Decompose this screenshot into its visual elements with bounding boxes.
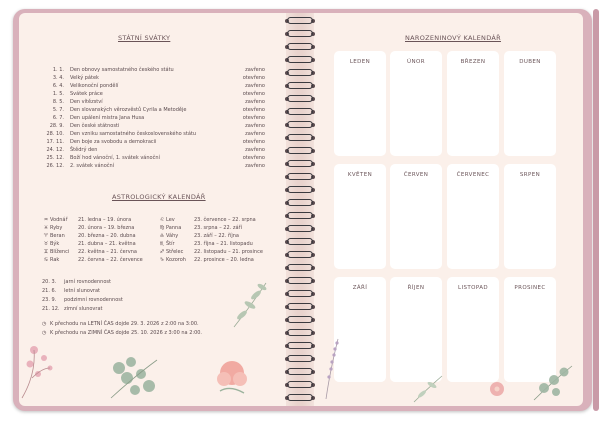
spiral-ring <box>283 108 317 116</box>
zodiac-row: ♐ Střelec 22. listopadu – 21. prosince <box>159 249 263 255</box>
spiral-ring <box>283 329 317 337</box>
spiral-ring <box>283 394 317 402</box>
eucalyptus-illustration <box>105 352 167 404</box>
zodiac-row: ♈ Beran 20. března – 20. dubna <box>43 233 136 239</box>
spiral-ring <box>283 160 317 168</box>
holiday-row: 24. 12. Štědrý den zavřeno <box>46 147 265 153</box>
holiday-row: 25. 12. Boží hod vánoční, 1. svátek vánoční otevřeno <box>46 155 265 161</box>
month-card <box>447 164 499 269</box>
month-label: SRPEN <box>519 172 541 178</box>
month-label: PROSINEC <box>514 285 546 291</box>
month-card <box>504 164 556 269</box>
holiday-row: 1. 1. Den obnovy samostatného českého státu zavřeno <box>52 67 265 73</box>
zodiac-row: ♓ Ryby 20. února – 19. března <box>43 225 135 231</box>
spiral-ring <box>283 69 317 77</box>
holiday-row: 6. 7. Den upálení mistra Jana Husa otevřeno <box>52 115 265 121</box>
spiral-ring <box>283 82 317 90</box>
spiral-ring <box>283 355 317 363</box>
zodiac-icon: ♊ <box>43 249 49 255</box>
small-pink-flower-illustration <box>486 378 508 400</box>
zodiac-row: ♍ Panna 23. srpna – 22. září <box>159 225 242 231</box>
zodiac-row: ♏ Štír 23. října – 21. listopadu <box>159 241 253 247</box>
month-label: ČERVEN <box>403 172 429 178</box>
clock-icon: ◷ <box>42 330 47 336</box>
zodiac-row: ♌ Lev 23. července – 22. srpna <box>159 217 256 223</box>
eucalyptus-illustration <box>530 360 576 402</box>
month-card <box>334 164 386 269</box>
zodiac-icon: ♈ <box>43 233 49 239</box>
month-label: KVĚTEN <box>347 172 373 178</box>
holiday-row: 17. 11. Den boje za svobodu a demokracii otevřeno <box>46 139 265 145</box>
zodiac-icon: ♓ <box>43 225 49 231</box>
month-label: BŘEZEN <box>460 59 486 65</box>
spiral-ring <box>283 147 317 155</box>
month-label: DUBEN <box>519 59 541 65</box>
zodiac-icon: ♉ <box>43 241 49 247</box>
spiral-ring <box>283 368 317 376</box>
zodiac-icon: ♋ <box>43 257 49 263</box>
season-row: 23. 9. podzimní rovnodennost <box>42 297 123 303</box>
spiral-ring <box>283 212 317 220</box>
holiday-row: 28. 9. Den české státnosti zavřeno <box>49 123 265 129</box>
month-card <box>390 277 442 382</box>
spiral-ring <box>283 264 317 272</box>
leaf-sprig-illustration <box>228 277 272 331</box>
season-row: 20. 3. jarní rovnodennost <box>42 279 111 285</box>
zodiac-icon: ♏ <box>159 241 165 247</box>
spiral-ring <box>283 303 317 311</box>
zodiac-icon: ♐ <box>159 249 165 255</box>
holidays-title: STÁTNÍ SVÁTKY <box>118 34 171 42</box>
winter-time-note: ◷ K přechodu na ZIMNÍ ČAS dojde 25. 10. 2026 z 3:00 na 2:00. <box>42 330 203 336</box>
spiral-ring <box>283 134 317 142</box>
month-card <box>447 277 499 382</box>
clock-icon: ◷ <box>42 321 47 327</box>
birthday-calendar-title: NAROZENINOVÝ KALENDÁŘ <box>405 34 501 42</box>
holiday-row: 5. 7. Den slovanských věrozvěstů Cyrila a Metoděje otevřeno <box>52 107 265 113</box>
month-card <box>447 51 499 156</box>
month-card <box>334 51 386 156</box>
spiral-ring <box>283 95 317 103</box>
zodiac-row: ♒ Vodnář 21. ledna – 19. února <box>43 217 132 223</box>
leaf-illustration <box>410 372 446 404</box>
season-row: 21. 6. letní slunovrat <box>42 288 101 294</box>
spiral-ring <box>283 121 317 129</box>
holiday-row: 8. 5. Den vítězství zavřeno <box>52 99 265 105</box>
spiral-binding <box>283 17 317 403</box>
month-card <box>390 51 442 156</box>
month-label: LISTOPAD <box>457 285 489 291</box>
month-label: ZÁŘÍ <box>352 285 368 291</box>
lavender-sprig-illustration <box>318 335 348 401</box>
peony-illustration <box>210 355 254 397</box>
holiday-row: 26. 12. 2. svátek vánoční zavřeno <box>46 163 265 169</box>
spiral-ring <box>283 199 317 207</box>
spiral-ring <box>283 43 317 51</box>
zodiac-icon: ♎ <box>159 233 165 239</box>
spiral-ring <box>283 342 317 350</box>
spiral-ring <box>283 30 317 38</box>
spiral-ring <box>283 238 317 246</box>
spiral-ring <box>283 290 317 298</box>
zodiac-icon: ♒ <box>43 217 49 223</box>
astro-title: ASTROLOGICKÝ KALENDÁŘ <box>112 193 206 201</box>
zodiac-row: ♉ Býk 21. dubna – 21. května <box>43 241 136 247</box>
month-label: ŘÍJEN <box>407 285 425 291</box>
spiral-ring <box>283 381 317 389</box>
month-label: ČERVENEC <box>456 172 490 178</box>
spiral-ring <box>283 56 317 64</box>
zodiac-icon: ♍ <box>159 225 165 231</box>
elastic-band <box>593 9 599 411</box>
month-card <box>504 51 556 156</box>
holiday-row: 28. 10. Den vzniku samostatného československého státu zavřeno <box>46 131 265 137</box>
month-label: LEDEN <box>349 59 371 65</box>
dst-note: ◷ K přechodu na LETNÍ ČAS dojde 29. 3. 2026 z 2:00 na 3:00. <box>42 321 199 327</box>
spiral-ring <box>283 225 317 233</box>
holiday-row: 3. 4. Velký pátek otevřeno <box>52 75 265 81</box>
zodiac-row: ♊ Blíženci 22. května – 21. června <box>43 249 137 255</box>
zodiac-icon: ♌ <box>159 217 165 223</box>
spiral-ring <box>283 186 317 194</box>
spiral-ring <box>283 277 317 285</box>
month-card <box>390 164 442 269</box>
month-label: ÚNOR <box>407 59 425 65</box>
spiral-ring <box>283 173 317 181</box>
spiral-ring <box>283 316 317 324</box>
spiral-ring <box>283 251 317 259</box>
holiday-row: 6. 4. Velikonoční pondělí zavřeno <box>52 83 265 89</box>
zodiac-row: ♋ Rak 22. června – 22. července <box>43 257 143 263</box>
zodiac-row: ♑ Kozoroh 22. prosince – 20. ledna <box>159 257 254 263</box>
pink-blossom-illustration <box>20 338 80 404</box>
zodiac-row: ♎ Váhy 23. září – 22. října <box>159 233 239 239</box>
zodiac-icon: ♑ <box>159 257 165 263</box>
spiral-ring <box>283 17 317 25</box>
holiday-row: 1. 5. Svátek práce otevřeno <box>52 91 265 97</box>
season-row: 21. 12. zimní slunovrat <box>42 306 103 312</box>
